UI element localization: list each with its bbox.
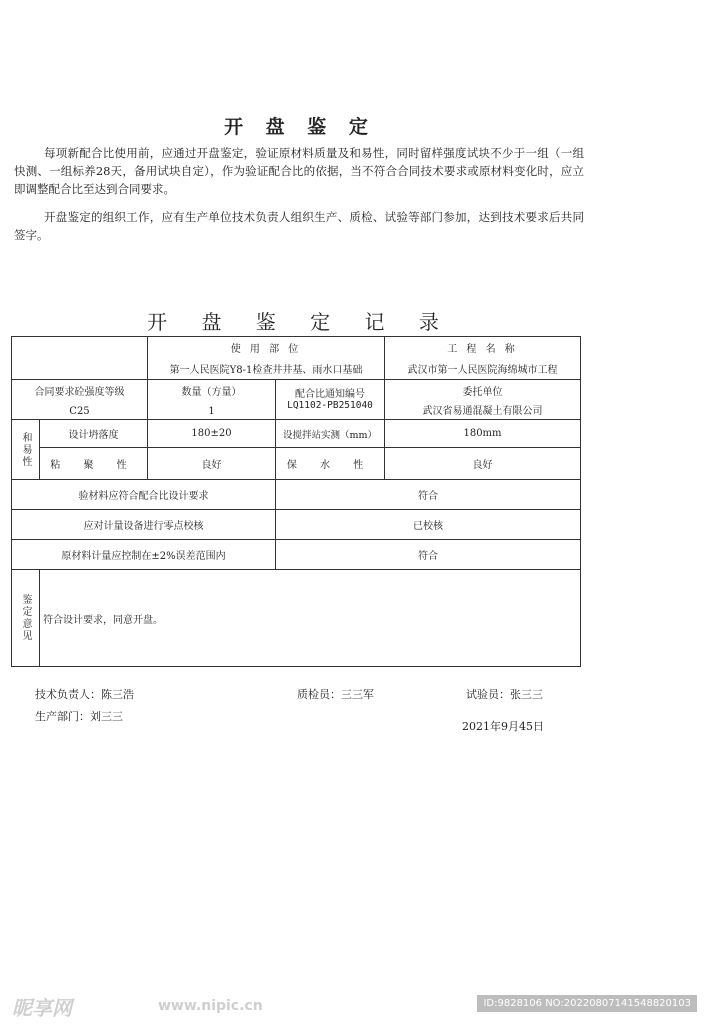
cohesion-label: 粘 聚 性 [40,448,148,480]
check-materials-label: 验材料应符合配合比设计要求 [12,480,276,510]
water-retention-value: 良好 [385,448,581,480]
grade-cell [12,380,148,420]
project-name-value: 武汉市第一人民医院海绵城市工程 [407,365,558,376]
slump-design-value: 180±20 [148,420,276,448]
client-cell [385,380,581,420]
slump-measured-label: 设搅拌站实测（mm） [276,420,385,448]
notice-cell [276,380,385,420]
opinion-label-cell [12,570,40,667]
slump-design-label: 设计坍落度 [40,420,148,448]
watermark-bar [0,990,705,1024]
record-date: 2021年9月45日 [462,720,544,733]
check-calibration-label: 应对计量设备进行零点校核 [12,510,276,540]
workability-label-cell [12,420,40,480]
notice-value: LQ1102-PB251040 [287,399,373,411]
project-name-cell [385,337,581,380]
check-tolerance-label: 原材料计量应控制在±2%误差范围内 [12,540,276,570]
tester-signature: 试验员：张三三 [466,688,543,701]
slump-measured-value: 180mm [385,420,581,448]
blank-cell [12,337,148,380]
water-retention-label: 保 水 性 [276,448,385,480]
use-location-value: 第一人民医院Y8-1检查井井基、雨水口基础 [169,365,363,376]
workability-label: 和易性 [20,431,31,468]
tech-lead-signature: 技术负责人：陈三浩 [35,688,134,701]
grade-value: C25 [69,405,90,417]
opinion-label: 鉴定意见 [20,594,31,642]
watermark-id: ID:9828106 NO:20220807141548820103 [477,995,697,1012]
qty-value: 1 [208,405,215,417]
check-materials-value: 符合 [276,480,581,510]
project-name-label: 工 程 名 称 [447,344,518,355]
watermark-site: www.nipic.cn [158,998,263,1014]
intro-paragraph-2: 开盘鉴定的组织工作，应有生产单位技术负责人组织生产、质检、试验等部门参加，达到技术要求后共同签字。 [14,210,584,242]
qc-signature: 质检员：三三军 [297,688,374,701]
record-title: 开 盘 鉴 定 记 录 [147,310,453,334]
intro-paragraph-1: 每项新配合比使用前，应通过开盘鉴定，验证原材料质量及和易性，同时留样强度试块不少于一组（一组快测、一组标养28天，备用试块自定），作为验证配合比的依据，当不符合合同技术要求或原材料变化时，应立即调整配合比至达到合同要求。 [14,146,584,196]
notice-label: 配合比通知编号 [295,388,365,400]
use-location-label: 使 用 部 位 [230,344,302,355]
document-title: 开 盘 鉴 定 [224,116,376,138]
qty-cell [148,380,276,420]
watermark-logo: 昵享网 [12,996,72,1020]
opinion-value: 符合设计要求，同意开盘。 [40,570,581,667]
cohesion-value: 良好 [148,448,276,480]
record-table [11,336,581,667]
grade-label: 合同要求砼强度等级 [34,386,125,398]
client-value: 武汉省易通混凝土有限公司 [422,405,543,417]
use-location-cell [148,337,385,380]
client-label: 委托单位 [462,386,503,398]
check-tolerance-value: 符合 [276,540,581,570]
qty-label: 数量（方量） [181,386,242,398]
check-calibration-value: 已校核 [276,510,581,540]
production-signature: 生产部门：刘三三 [35,710,123,723]
